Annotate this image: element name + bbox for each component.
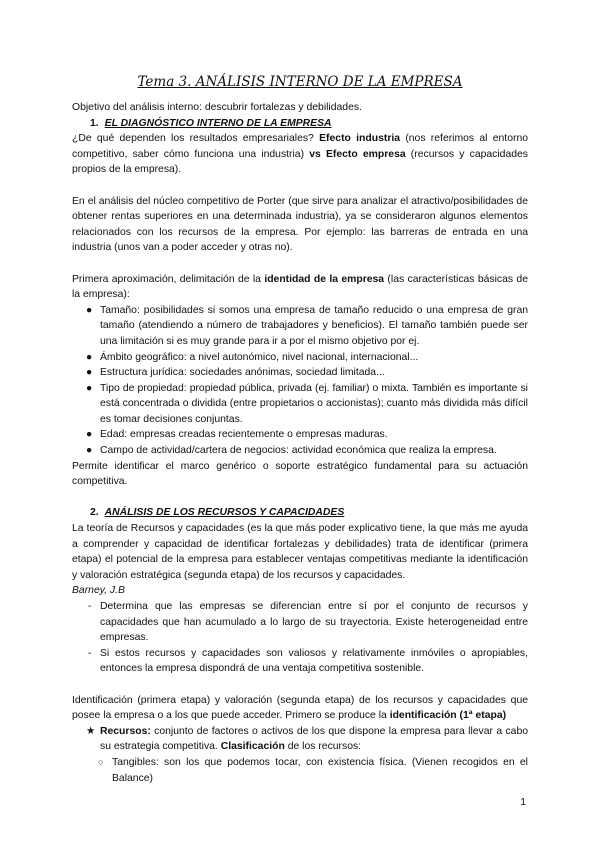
bold-run: identidad de la empresa [264,273,385,285]
section2-heading [72,505,528,521]
list-item [72,724,528,755]
section1-heading [72,116,528,132]
text-run: conjunto de factores o activos de los que dispone la empresa para llevar a cabo su estrategia competitiva. [100,725,528,753]
section1-paragraph-2: En el análisis del núcleo competitivo de Porter (que sirve para analizar el atractivo/posibilidades de obtener rentas superiores en una determinada industria), ya se consideraron algunos elementos relacionados con los recursos de la empresa. Por ejemplo: las barreras de entrada en una industria (unos van a poder acceder y otras no). [72,195,528,254]
text-run: ¿De qué dependen los resultados empresariales? [72,133,320,145]
section2-paragraph-2 [72,693,528,724]
author-citation [72,583,528,599]
list-item [72,350,528,366]
identity-bullet-list [72,303,528,459]
list-item-text: Estructura jurídica: sociedades anónimas, sociedad limitada... [100,367,385,379]
section1-paragraph-4: Permite identificar el marco genérico o soporte estratégico fundamental para su actuación competitiva. [72,460,528,488]
page-number: 1 [520,797,526,808]
section1-paragraph-1 [72,131,528,178]
bold-run: Clasificación [220,741,285,753]
text-run: de los recursos: [284,741,362,753]
list-item [72,427,528,443]
page-title: Tema 3. ANÁLISIS INTERNO DE LA EMPRESA [137,74,463,90]
list-item-text: Determina que las empresas se diferencian entre sí por el conjunto de recursos y capacidades que han acumulado a lo largo de su trayectoria. Existe heterogeneidad entre empresas. [100,601,528,644]
circle-bullet-icon: ○ [98,756,104,767]
star-list [72,724,528,755]
bullet-icon: ● [86,445,93,457]
text-run: (las características básicas de la empresa): [72,273,528,301]
dash-list [72,599,528,677]
bullet-icon: ● [86,429,93,441]
circle-list [72,755,528,786]
list-item [72,381,528,428]
dash-icon: - [88,647,92,659]
text-run: Identificación (primera etapa) y valoración (segunda etapa) de los recursos y capacidades que posee la empresa o a los que puede acceder. Primero se produce la [72,694,528,722]
list-item [72,303,528,350]
document-body [72,100,528,786]
bold-run: vs Efecto empresa [309,148,406,160]
list-item [72,646,528,677]
section2-paragraph-1: La teoría de Recursos y capacidades (es la que más poder explicativo tiene, la que más me ayuda a comprender y capacidad de identificar fortalezas y debilidades) trata de identificar (primera etapa) el potencial de la empresa para establecer ventajas competitivas mediante la identificación y valoración estratégica (segunda etapa) de los recursos y capacidades. [72,523,528,581]
list-item [72,365,528,381]
text-run: (recursos y capacidades propios de la empresa). [72,148,528,176]
bullet-icon: ● [86,367,93,379]
author-text: Barney, J.B [72,585,125,597]
section2-number: 2. [90,507,99,519]
list-item-text: Tangibles: son los que podemos tocar, con existencia física. (Vienen recogidos en el Balance) [112,756,528,784]
list-item-text: Tipo de propiedad: propiedad pública, privada (ej. familiar) o mixta. También es importante si está concentrada o dividida (entre propietarios o accionistas); cuanto más dividida más difícil es tomar decisiones conjuntas. [100,382,528,425]
section1-number: 1. [90,117,99,129]
list-item-text: Si estos recursos y capacidades son valiosos y relativamente inmóviles o apropiables, entonces la empresa dispondrá de una ventaja competitiva sostenible. [100,647,528,675]
section1-title: EL DIAGNÓSTICO INTERNO DE LA EMPRESA [104,117,332,129]
list-item [72,755,528,786]
bold-run: Efecto industria [319,133,401,145]
list-item-text: Ámbito geográfico: a nivel autonómico, nivel nacional, internacional... [100,351,419,363]
bold-run: identificación (1ª etapa) [389,710,507,722]
section2-title: ANÁLISIS DE LOS RECURSOS Y CAPACIDADES [104,507,345,519]
text-run: Primera aproximación, delimitación de la [72,273,265,285]
bullet-icon: ● [86,304,93,316]
list-item-text: Campo de actividad/cartera de negocios: actividad económica que realiza la empresa. [100,445,497,457]
bold-run: Recursos: [100,725,151,737]
text-run: (nos referimos al entorno competitivo, saber cómo funciona una industria) [72,133,528,160]
star-icon: ★ [86,725,96,737]
objective-text: Objetivo del análisis interno: descubrir fortalezas y debilidades. [72,102,362,113]
bullet-icon: ● [86,382,93,394]
dash-icon: - [88,601,92,612]
bullet-icon: ● [86,351,93,363]
list-item-text: Edad: empresas creadas recientemente o empresas maduras. [100,429,388,441]
list-item [72,599,528,646]
section1-paragraph-3 [72,272,528,303]
list-item-text: Tamaño: posibilidades si somos una empresa de tamaño reducido o una empresa de gran tamaño (atendiendo a número de trabajadores y beneficios). El tamaño también puede ser una limitación si es muy grande para ir a por el mismo objetivo por ej. [100,304,528,347]
list-item [72,443,528,459]
